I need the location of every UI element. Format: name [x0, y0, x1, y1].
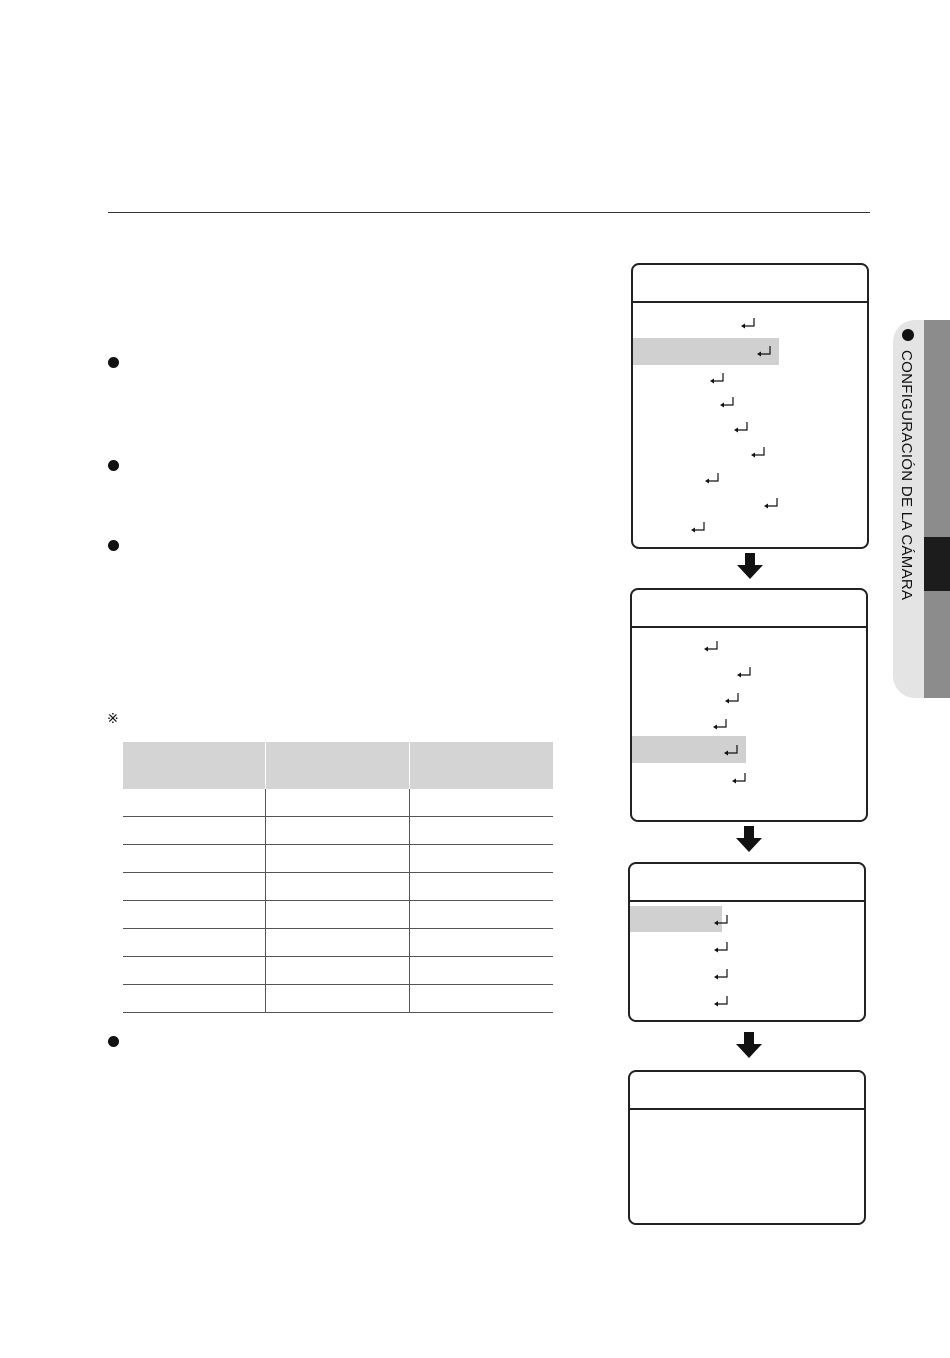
table-cell	[266, 817, 409, 845]
table-cell	[409, 845, 553, 873]
top-rule	[108, 212, 870, 213]
table-cell	[409, 817, 553, 845]
table-cell	[266, 789, 409, 817]
enter-return-icon	[741, 318, 755, 329]
table-cell	[266, 901, 409, 929]
table-cell	[409, 985, 553, 1013]
enter-return-icon	[714, 942, 728, 953]
table-row	[123, 789, 553, 817]
bullet-2	[108, 460, 119, 471]
table-row	[123, 985, 553, 1013]
table-header-cell	[123, 742, 266, 789]
enter-return-icon	[691, 522, 705, 533]
enter-return-icon	[732, 773, 746, 784]
table-cell	[409, 957, 553, 985]
enter-return-icon	[737, 667, 751, 678]
enter-return-icon	[764, 498, 778, 509]
table-row	[123, 957, 553, 985]
table-cell	[123, 957, 266, 985]
table-cell	[123, 789, 266, 817]
table-header-row	[123, 742, 553, 789]
table-row	[123, 845, 553, 873]
enter-return-icon	[710, 373, 724, 384]
enter-return-icon	[751, 447, 765, 458]
osd-menu-highlight	[630, 906, 722, 932]
table-cell	[123, 817, 266, 845]
table-cell	[266, 957, 409, 985]
table-row	[123, 901, 553, 929]
enter-return-icon	[713, 719, 727, 730]
osd-menu-sub	[630, 588, 868, 822]
table-header-cell	[409, 742, 553, 789]
enter-return-icon	[725, 693, 739, 704]
table-cell	[123, 929, 266, 957]
table-cell	[266, 929, 409, 957]
table-cell	[409, 873, 553, 901]
bullet-3	[108, 540, 119, 551]
osd-menu-title-bar	[630, 1072, 864, 1110]
table-cell	[409, 929, 553, 957]
table-cell	[409, 901, 553, 929]
enter-return-icon	[757, 346, 771, 357]
osd-menu-options	[628, 862, 866, 1022]
table-cell	[266, 845, 409, 873]
enter-return-icon	[704, 641, 718, 652]
note-mark: ※	[107, 710, 119, 726]
enter-return-icon	[714, 969, 728, 980]
enter-return-icon	[714, 915, 728, 926]
osd-menu-result	[628, 1070, 866, 1225]
table-cell	[123, 901, 266, 929]
table-row	[123, 929, 553, 957]
table-row	[123, 817, 553, 845]
enter-return-icon	[705, 473, 719, 484]
enter-return-icon	[734, 422, 748, 433]
table-cell	[266, 985, 409, 1013]
enter-return-icon	[714, 996, 728, 1007]
table-cell	[123, 985, 266, 1013]
table-row	[123, 873, 553, 901]
enter-return-icon	[724, 745, 738, 756]
bullet-1	[108, 357, 119, 368]
settings-table	[123, 742, 553, 1013]
side-tab-marker	[924, 537, 950, 591]
side-tab-strip	[924, 320, 950, 698]
side-tab-label: CONFIGURACIÓN DE LA CÁMARA	[898, 350, 915, 601]
osd-menu-main	[631, 263, 869, 549]
bullet-4	[108, 1036, 119, 1047]
down-arrow-icon	[736, 826, 762, 852]
osd-menu-title-bar	[630, 864, 864, 902]
down-arrow-icon	[737, 553, 763, 579]
table-cell	[123, 873, 266, 901]
table-header-cell	[266, 742, 409, 789]
osd-menu-title-bar	[633, 265, 867, 303]
down-arrow-icon	[736, 1032, 762, 1058]
side-tab-bullet	[902, 329, 914, 341]
table-cell	[123, 845, 266, 873]
table-cell	[409, 789, 553, 817]
osd-menu-title-bar	[632, 590, 866, 628]
enter-return-icon	[720, 397, 734, 408]
table-cell	[266, 873, 409, 901]
